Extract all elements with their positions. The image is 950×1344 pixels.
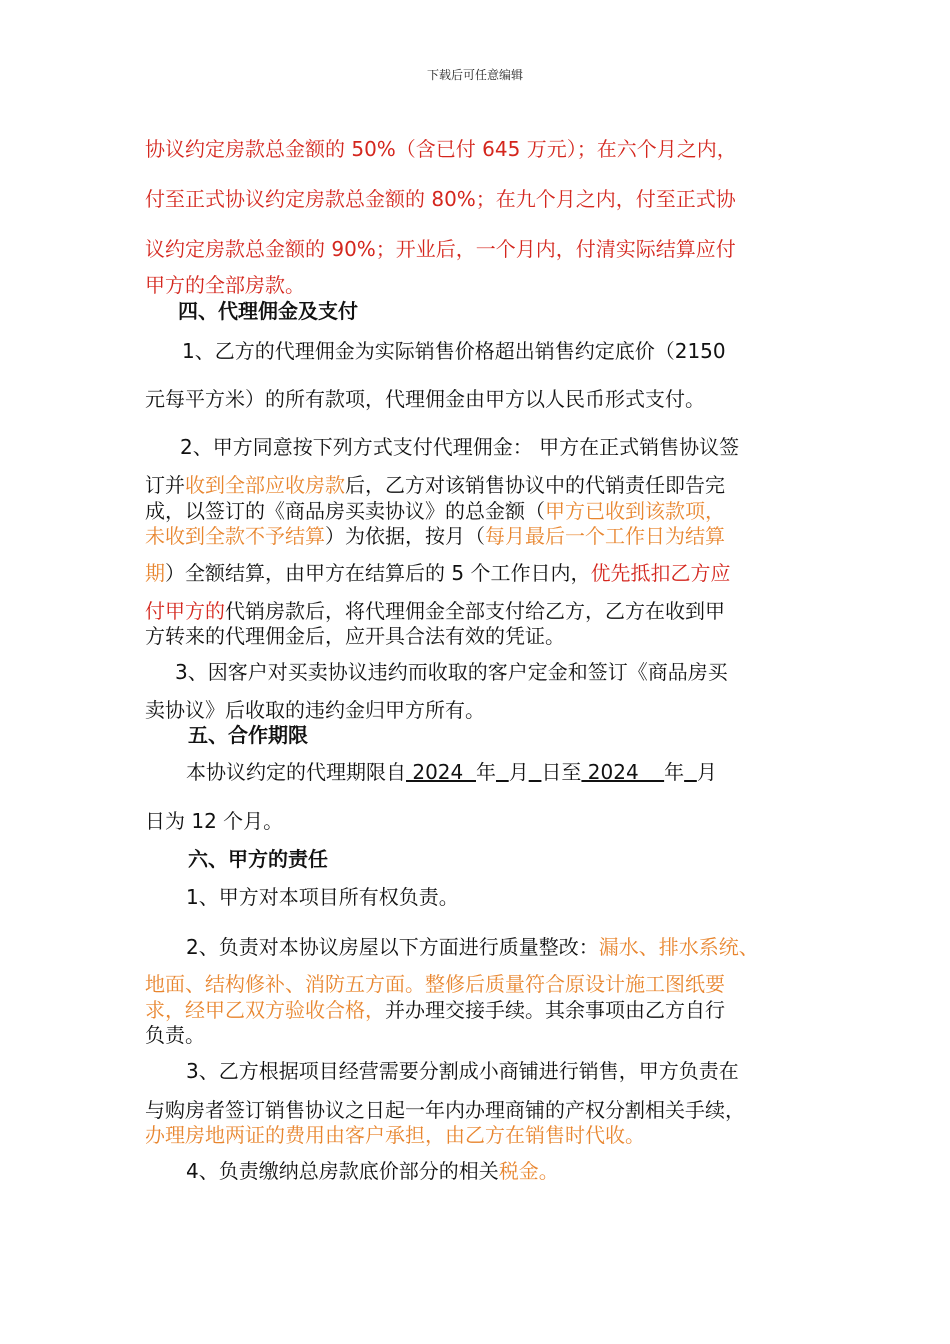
highlight-received: 甲方已收到该款项，	[545, 499, 725, 523]
section6-title: 六、甲方的责任	[188, 847, 328, 871]
section4-p2-line-1: 2、甲方同意按下列方式支付代理佣金： 甲方在正式销售协议签	[180, 435, 740, 459]
clause3-line-3: 议约定房款总金额的 90%；开业后，一个月内，付清实际结算应付	[145, 237, 736, 261]
section5-line-1: 本协议约定的代理期限自 2024 年 月 日至 2024 年 月	[186, 760, 717, 784]
section4-p2-line-7: 方转来的代理佣金后，应开具合法有效的凭证。	[145, 624, 565, 648]
highlight-offset: 优先抵扣乙方应	[590, 561, 731, 585]
end-year: 2024	[581, 760, 665, 784]
highlight-tax: 税金。	[498, 1159, 559, 1183]
section4-p2-line-2: 订并收到全部应收房款后，乙方对该销售协议中的代销责任即告完	[145, 473, 725, 497]
start-year: 2024	[406, 760, 476, 784]
clause3-line-4: 甲方的全部房款。	[145, 273, 305, 297]
section4-p2-line-4: 未收到全款不予结算）为依据，按月（每月最后一个工作日为结算	[145, 524, 725, 548]
section6-p2-line-1: 2、负责对本协议房屋以下方面进行质量整改：漏水、排水系统、	[186, 935, 759, 959]
highlight-repairs: 漏水、排水系统、	[598, 935, 759, 959]
section6-p3-line-2: 与购房者签订销售协议之日起一年内办理商铺的产权分割相关手续，	[145, 1098, 745, 1122]
section6-p1: 1、甲方对本项目所有权负责。	[186, 885, 459, 909]
section6-p2-line-4: 负责。	[145, 1023, 205, 1047]
highlight-monthly: 每月最后一个工作日为结算	[485, 524, 725, 548]
section4-p3-line-1: 3、因客户对买卖协议违约而收取的客户定金和签订《商品房买	[175, 660, 728, 684]
section4-p1-line-2: 元每平方米）的所有款项，代理佣金由甲方以人民币形式支付。	[145, 387, 705, 411]
section6-p3-line-3: 办理房地两证的费用由客户承担，由乙方在销售时代收。	[145, 1123, 645, 1147]
clause3-line-2: 付至正式协议约定房款总金额的 80%；在九个月之内，付至正式协	[145, 187, 736, 211]
section4-p2-line-5: 期）全额结算，由甲方在结算后的 5 个工作日内，优先抵扣乙方应	[145, 561, 731, 585]
page-header-note: 下载后可任意编辑	[426, 68, 523, 82]
section6-p3-line-1: 3、乙方根据项目经营需要分割成小商铺进行销售，甲方负责在	[186, 1059, 739, 1083]
clause3-line-1: 协议约定房款总金额的 50%（含已付 645 万元）；在六个月之内，	[145, 137, 737, 161]
section6-p2-line-2: 地面、结构修补、消防五方面。整修后质量符合原设计施工图纸要	[145, 972, 725, 996]
highlight-no-settle: 未收到全款不予结算	[145, 524, 325, 548]
section4-title: 四、代理佣金及支付	[178, 299, 358, 323]
section4-p2-line-6: 付甲方的代销房款后，将代理佣金全部支付给乙方，乙方在收到甲	[145, 599, 725, 623]
section5-line-2: 日为 12 个月。	[145, 809, 284, 833]
section5-title: 五、合作期限	[188, 723, 308, 747]
section4-p1-line-1: 1、乙方的代理佣金为实际销售价格超出销售约定底价（2150	[182, 339, 726, 363]
highlight-full-payment: 收到全部应收房款	[185, 473, 345, 497]
section6-p4: 4、负责缴纳总房款底价部分的相关税金。	[186, 1159, 559, 1183]
section4-p2-line-3: 成，以签订的《商品房买卖协议》的总金额（甲方已收到该款项，	[145, 499, 725, 523]
section4-p3-line-2: 卖协议》后收取的违约金归甲方所有。	[145, 698, 485, 722]
section6-p2-line-3: 求，经甲乙双方验收合格，并办理交接手续。其余事项由乙方自行	[145, 998, 725, 1022]
